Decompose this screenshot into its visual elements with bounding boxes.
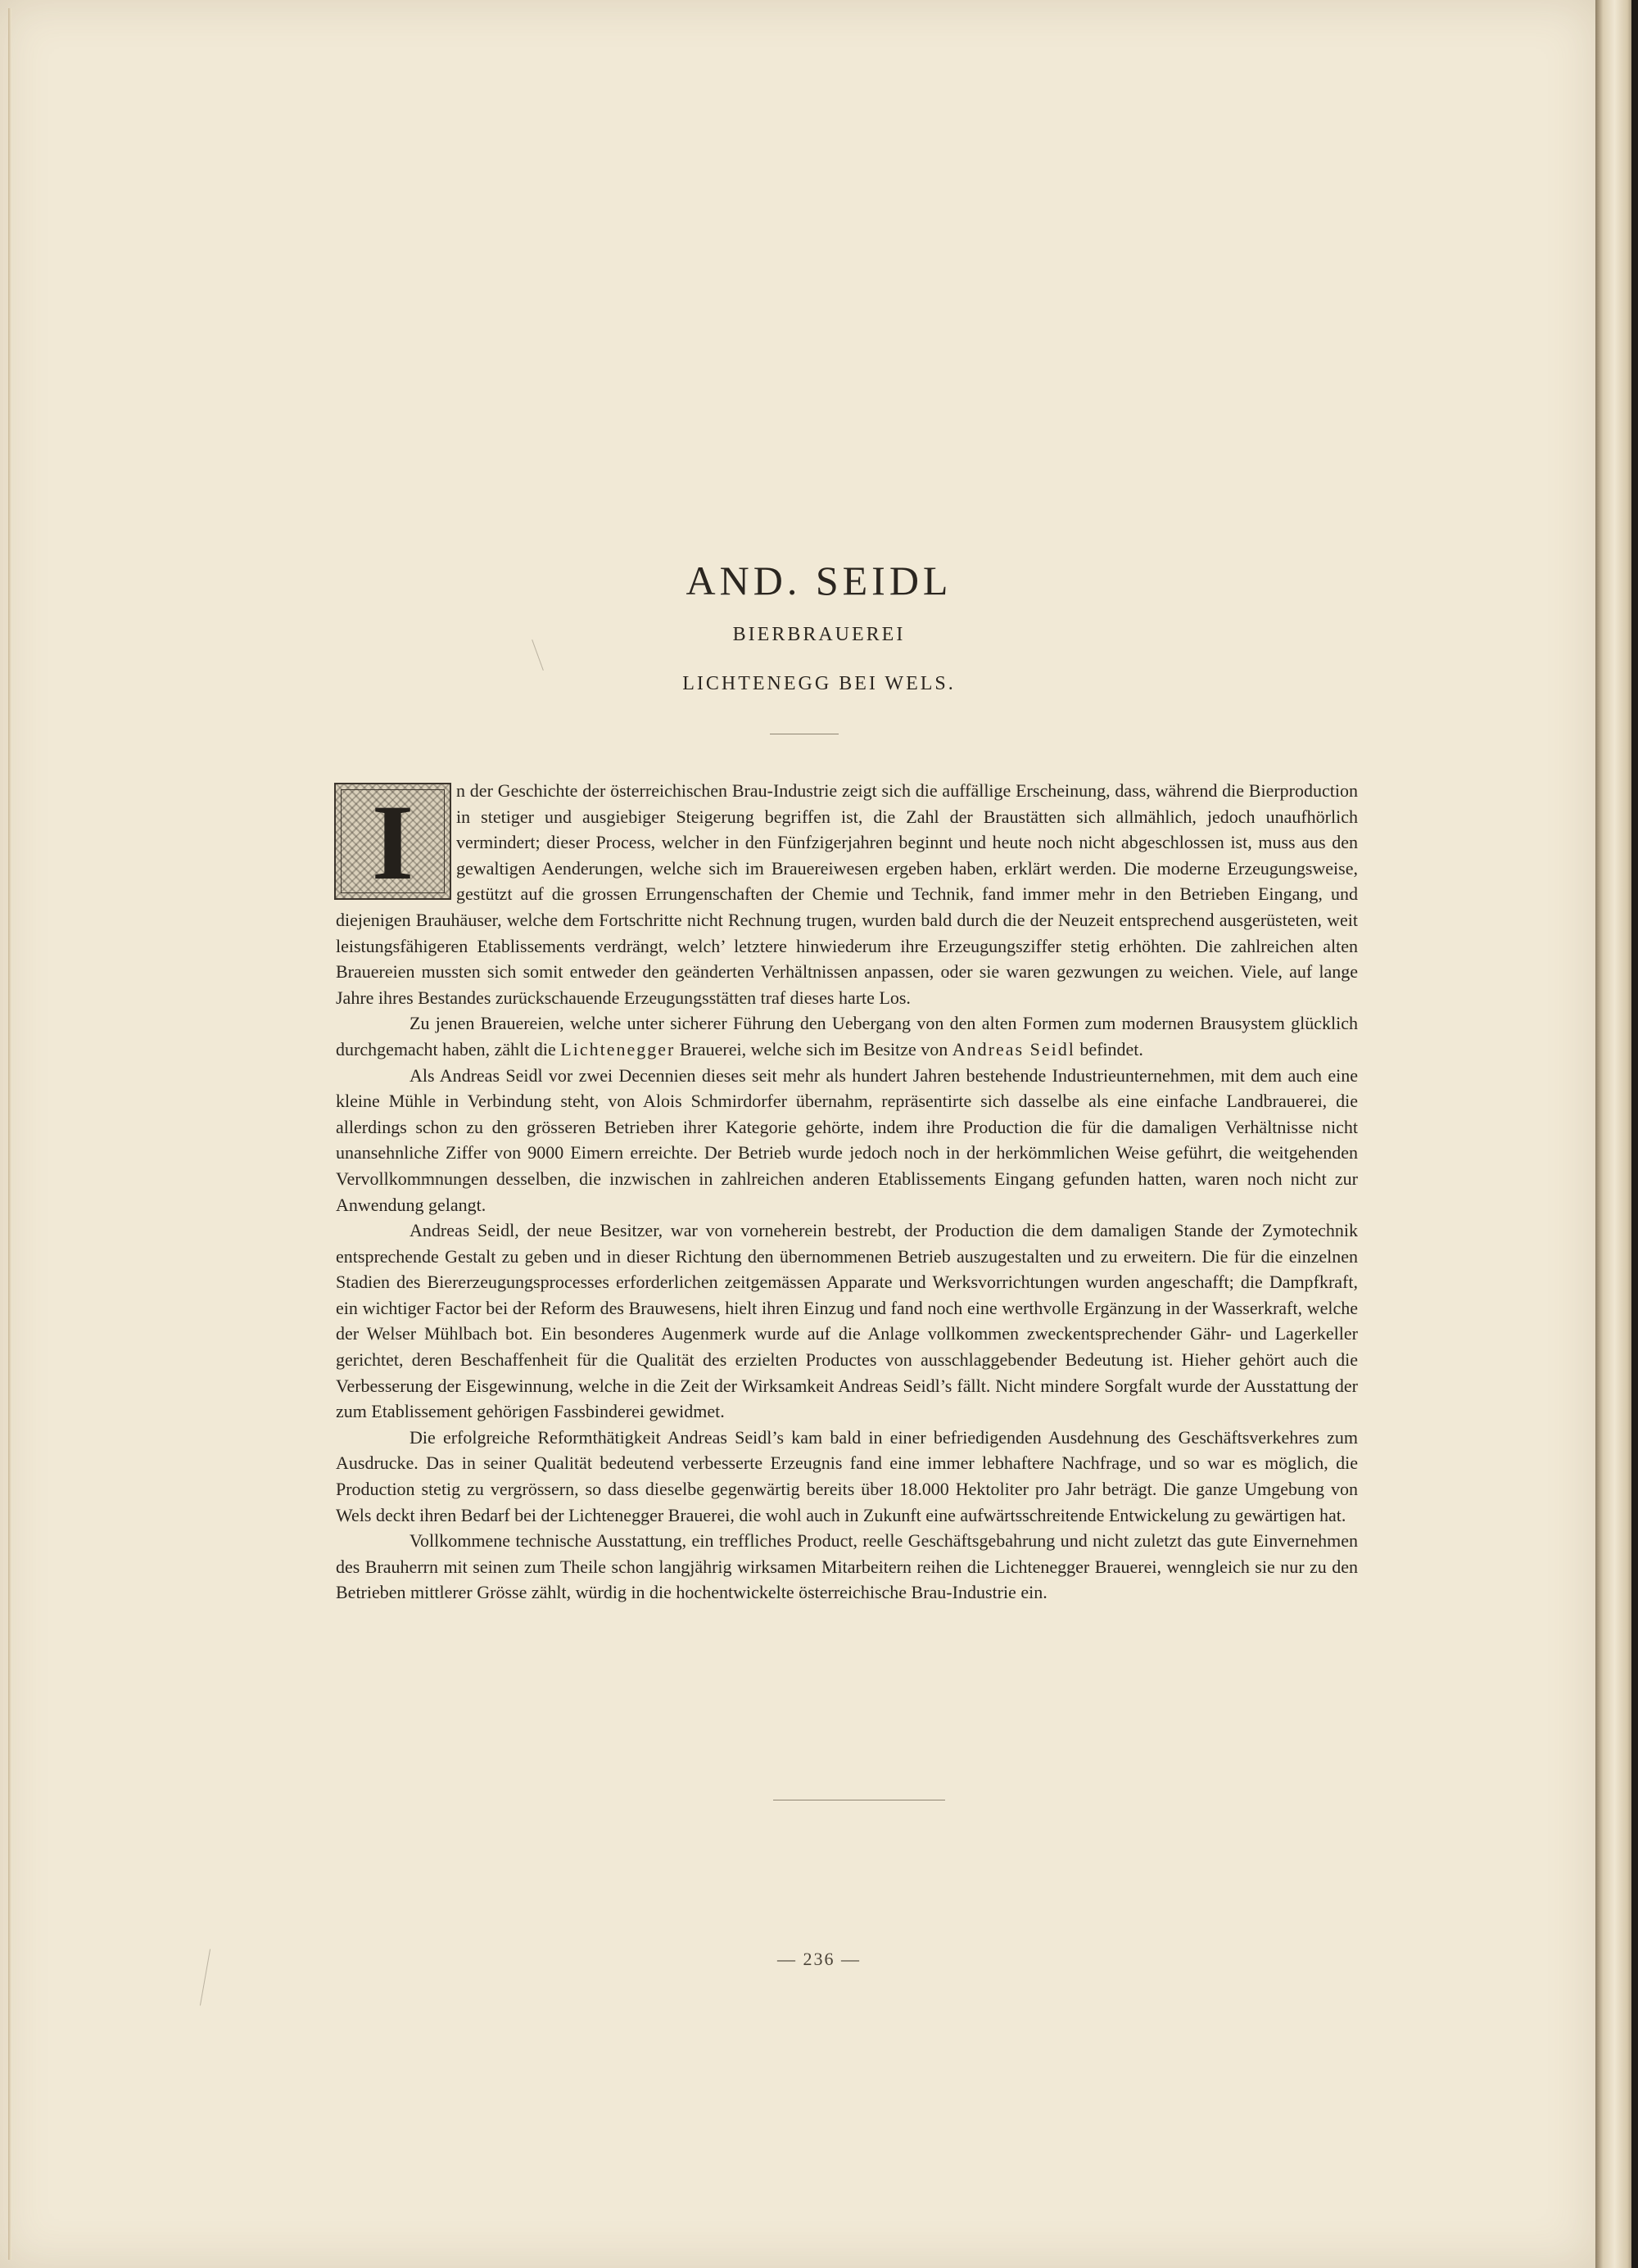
page-number: — 236 — [777,1949,861,1969]
page-subtitle: BIERBRAUEREI [732,624,906,645]
initial-letter: I [371,782,414,902]
paragraph-4 [336,1218,1358,1425]
paragraph-2-text-end: befindet. [1075,1038,1143,1059]
paragraph-4-text: Andreas Seidl, der neue Besitzer, war von vorneherein bestrebt, der Production die dem damaligen Stande der Zymotechnik entsprechende Gestalt zu geben und in dieser Richtung den übernommenen Betrieb auszugestalten und zu erweitern. Die für die einzelnen Stadien des Biererzeugungsprocesses erforderlichen zeitgemässen Apparate und Werksvorrichtungen wurden angeschafft; die Dampfkraft, ein wichtiger Factor bei der Reform des Brauwesens, hielt ihren Einzug und fand noch eine werthvolle Ergänzung in der Wasserkraft, welche der Welser Mühlbach bot. Ein besonderes Augenmerk wurde auf die Anlage vollkommen zweckentsprechender Gähr- und Lagerkeller gerichtet, deren Beschaffenheit für die Qualität des erzielten Productes von ausschlaggebender Bedeutung ist. Hieher gehört auch die Verbesserung der Eisgewinnung, welche in die Zeit der Wirksamkeit Andreas Seidl’s fällt. Nicht mindere Sorgfalt wurde der Ausstattung der zum Etablissement gehörigen Fassbinderei gewidmet. [336,1220,1358,1422]
paragraph-6 [336,1528,1358,1606]
paragraph-5-text: Die erfolgreiche Reformthätigkeit Andreas Seidl’s kam bald in einer befriedigenden Ausdehnung des Geschäftsverkehres zum Ausdrucke. Das in seiner Qualität bedeutend verbesserte Erzeugnis fand eine immer lebhaftere Nachfrage, und so war es möglich, die Production stetig zu vergrössern, so dass dieselbe gegenwärtig bereits über 18.000 Hektoliter pro Jahr beträgt. Die ganze Umgebung von Wels deckt ihren Bedarf bei der Lichtenegger Brauerei, die wohl auch in Zukunft eine aufwärtsschreitende Entwickelung zu gewärtigen hat. [336,1426,1358,1525]
paragraph-1-text: n der Geschichte der österreichischen Brau-Industrie zeigt sich die auffällige Erscheinung, dass, während die Bierproduction in stetiger und ausgiebiger Steigerung begriffen ist, die Zahl der Braustätten sich allmählich, jedoch unaufhörlich vermindert; dieser Process, welcher in den Fünfzigerjahren beginnt und heute noch nicht abgeschlossen ist, muss aus den gewaltigen Aenderungen, welche sich im Brauereiwesen ergeben haben, erklärt werden. Die moderne Erzeugungsweise, gestützt auf die grossen Errungenschaften der Chemie und Technik, fand immer mehr in den Betrieben Eingang, und diejenigen Brauhäuser, welche dem Fortschritte nicht Rechnung trugen, wurden bald durch die der Neuzeit entsprechend ausgerüsteten, weit leistungsfähigeren Etablissements verdrängt, welch’ letztere hinwiederum ihre Erzeugungsziffer stetig erhöhten. Die zahlreichen alten Brauereien mussten sich somit entweder den geänderten Verhältnissen anpassen, oder sie waren gezwungen zu weichen. Viele, auf lange Jahre ihres Bestandes zurückschauende Erzeugungsstätten traf dieses harte Los. [336,780,1358,1008]
owner-name-spaced: Andreas Seidl [952,1038,1075,1059]
paragraph-3-text: Als Andreas Seidl vor zwei Decennien dieses seit mehr als hundert Jahren bestehende Industrieunternehmen, mit dem auch eine kleine Mühle in Verbindung steht, von Alois Schmirdorfer übernahm, repräsentirte sich dasselbe als eine einfache Landbrauerei, die allerdings schon zu den grösseren Betrieben ihrer Kategorie gehörte, indem ihre Production die für die damaligen Verhältnisse nicht unansehnliche Ziffer von 9000 Eimern erreichte. Der Betrieb wurde jedoch noch in der herkömmlichen Weise geführt, die weitgehenden Vervollkommnungen desselben, die inzwischen in zahlreichen anderen Etablissements Eingang gefunden hatten, waren noch nicht zur Anwendung gelangt. [336,1064,1358,1215]
paragraph-1 [336,778,1358,1010]
paragraph-2-text-start: Zu jenen Brauereien, welche unter sicherer Führung den Uebergang von den alten Formen zum modernen Brausystem glücklich durchgemacht haben, zählt die [336,1013,1358,1059]
book-binding-edge [1595,0,1638,2268]
page-location: LICHTENEGG BEI WELS. [682,673,956,694]
paragraph-5 [336,1425,1358,1528]
paragraph-2 [336,1010,1358,1062]
paragraph-6-text: Vollkommene technische Ausstattung, ein treffliches Product, reelle Geschäftsgebahrung und nicht zuletzt das gute Einvernehmen des Brauherrn mit seinen zum Theile schon langjährig wirksamen Mitarbeitern reihen die Lichtenegger Brauerei, wenngleich sie nur zu den Betrieben mittlerer Grösse zählt, würdig in die hochentwickelte österreichische Brau-Industrie ein. [336,1530,1358,1603]
page-title: AND. SEIDL [686,558,952,603]
article-body [336,778,1358,1606]
paragraph-2-text-middle: Brauerei, welche sich im Besitze von [675,1038,952,1059]
brewery-name-spaced: Lichtenegger [560,1038,676,1059]
initial-space [336,778,456,905]
paragraph-3 [336,1063,1358,1218]
